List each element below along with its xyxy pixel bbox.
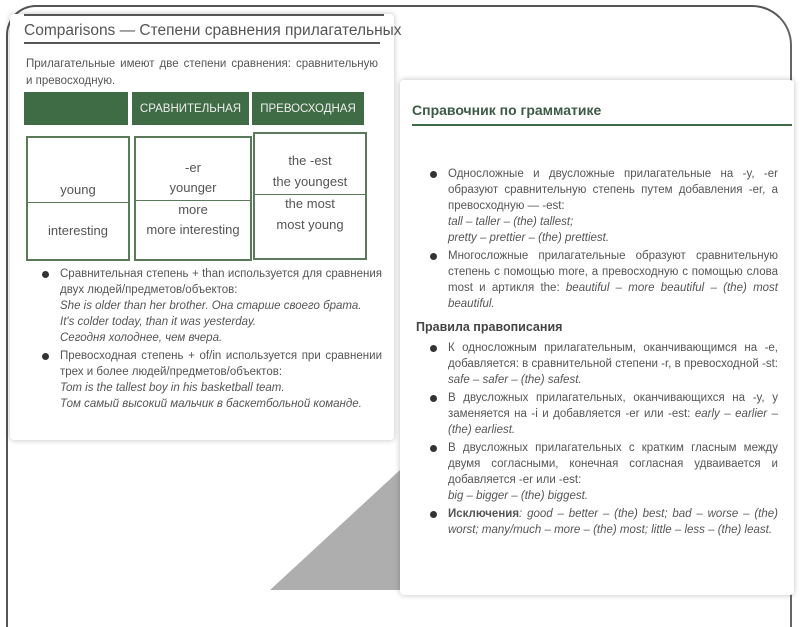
table-header-empty <box>24 92 128 125</box>
bullet-text: К односложным прилагательным, оканчивающимся на -e, добавляется: в сравнительной степени -r, в превосходной -st: <box>448 342 778 370</box>
table-cell: interesting <box>48 223 108 238</box>
example: early – earlier – (the) earliest. <box>448 408 778 436</box>
left-bullet-list <box>60 266 382 412</box>
table-cell: more <box>178 202 208 217</box>
example: : good – better – (the) best; bad – worse – (the) worst; many/much – more – (the) most; little – less – (the) least. <box>448 508 778 536</box>
right-bullet-list <box>416 166 778 538</box>
spelling-heading: Правила правописания <box>416 320 563 334</box>
example: pretty – prettier – (the) prettiest. <box>448 232 610 244</box>
bullet-superlative <box>60 348 382 412</box>
table-cell: the youngest <box>272 174 348 189</box>
example: She is older than her brother. Она старше своего брата. <box>60 300 362 312</box>
table-column-comparative <box>134 136 252 261</box>
example: tall – taller – (the) tallest; <box>448 216 574 228</box>
bullet-exceptions <box>448 506 778 538</box>
table-cell: the -est <box>288 153 332 168</box>
bullet-text: В двусложных прилагательных с кратким гласным между двумя согласными, конечная согласная удваивается и добавляется -er или -est: <box>448 442 778 486</box>
bullet-comparative <box>60 266 382 346</box>
bullet-text: В двусложных прилагательных, оканчивающихся на -y, y заменяется на -i и добавляется -er или -est: <box>448 392 778 420</box>
comparisons-card <box>10 14 402 440</box>
intro-text: Прилагательные имеют две степени сравнения: сравнительную и превосходную. <box>26 58 378 87</box>
table-column-base <box>26 136 130 261</box>
table-cell: most young <box>276 217 344 232</box>
example: big – bigger – (the) biggest. <box>448 490 589 502</box>
table-cell: younger <box>169 180 217 195</box>
table-column-superlative <box>253 132 367 260</box>
table-header-superlative: ПРЕВОСХОДНАЯ <box>252 92 364 125</box>
bullet-rule <box>448 248 778 312</box>
example: Сегодня холоднее, чем вчера. <box>60 332 223 344</box>
exceptions-label: Исключения <box>448 508 520 520</box>
bullet-spelling <box>448 390 778 438</box>
example: Tom is the tallest boy in his basketball team. <box>60 382 285 394</box>
example: It's colder today, than it was yesterday. <box>60 316 257 328</box>
card-title: Справочник по грамматике <box>412 102 792 126</box>
bullet-text: Односложные и двусложные прилагательные на -y, -er образуют сравнительную степень путем добавления -er, а превосходную — -est: <box>448 168 778 212</box>
bullet-rule <box>448 166 778 246</box>
card-title: Comparisons — Степени сравнения прилагательных <box>24 22 380 44</box>
bullet-spelling <box>448 440 778 504</box>
table-cell: young <box>60 182 96 197</box>
bullet-text: Сравнительная степень + than используется для сравнения двух людей/предметов/объектов: <box>60 268 382 296</box>
example: beautiful – more beautiful – (the) most beautiful. <box>448 282 778 310</box>
table-header-comparative: СРАВНИТЕЛЬНАЯ <box>132 92 249 125</box>
bullet-spelling <box>448 340 778 388</box>
example: Том самый высокий мальчик в баскетбольной команде. <box>60 398 362 410</box>
table-cell: more interesting <box>146 222 240 237</box>
example: safe – safer – (the) safest. <box>448 374 582 386</box>
table-cell: -er <box>185 160 201 175</box>
grammar-reference-card <box>400 80 794 595</box>
table-cell: the most <box>285 196 335 211</box>
bullet-text: Превосходная степень + of/in используется при сравнении трех и более людей/предметов/объектов: <box>60 350 382 378</box>
bullet-text: Многосложные прилагательные образуют сравнительную степень с помощью more, а превосходную с помощью слова most и артикля the: <box>448 250 778 294</box>
decorative-shadow <box>270 470 400 590</box>
